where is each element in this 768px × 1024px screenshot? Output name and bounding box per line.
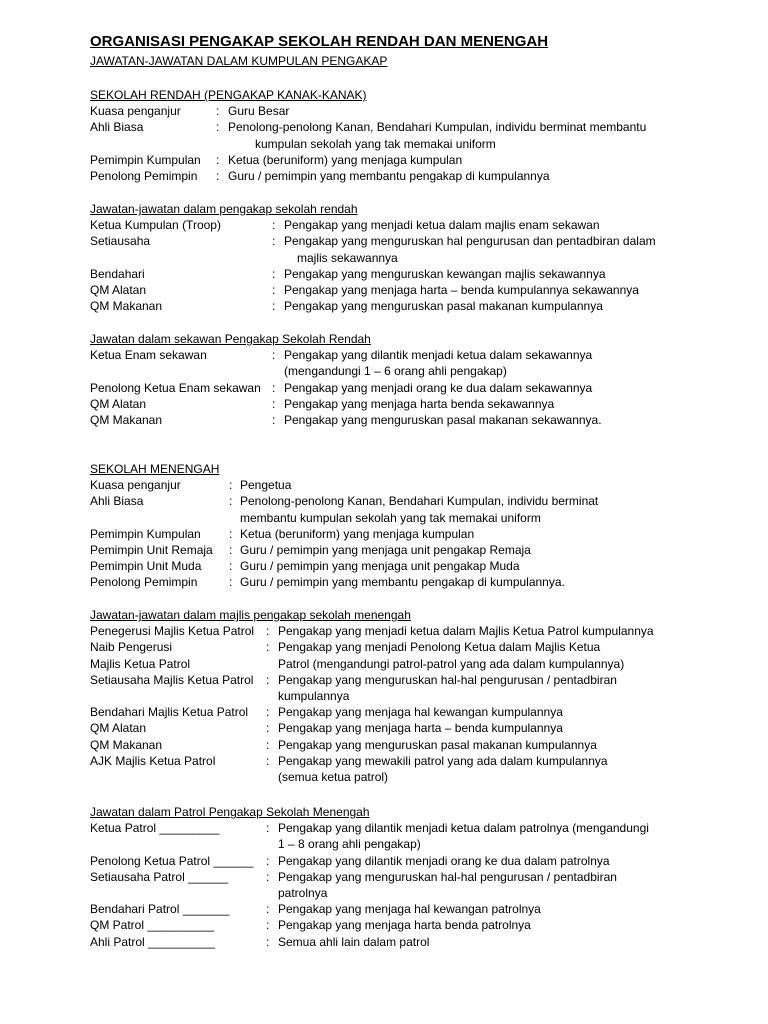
role-description: Pengakap yang menguruskan kewangan majlis sekawannya <box>284 266 606 281</box>
role-description: Guru / pemimpin yang membantu pengakap di kumpulannya. <box>240 575 565 590</box>
role-label: Ahli Biasa <box>90 494 144 509</box>
list-item <box>0 558 768 574</box>
colon-separator: : <box>272 218 276 233</box>
list-item-continuation <box>0 836 768 852</box>
role-description-continued: 1 – 8 orang ahli pengakap) <box>278 837 421 852</box>
colon-separator: : <box>266 624 270 639</box>
role-description-continued: patrolnya <box>278 886 328 900</box>
role-description: Pengakap yang menjaga harta – benda kumpulannya sekawannya <box>284 283 639 297</box>
list-item <box>0 542 768 558</box>
list-item-continuation <box>0 250 768 266</box>
role-label: Naib Pengerusi <box>90 640 173 655</box>
role-label: Penolong Pemimpin <box>90 169 198 183</box>
role-description: Ketua (beruniform) yang menjaga kumpulan <box>240 526 475 541</box>
role-description: Pengakap yang menjaga hal kewangan kumpulannya <box>278 705 563 720</box>
list-item <box>0 623 768 639</box>
list-item <box>0 869 768 885</box>
role-label: Bendahari <box>90 266 145 281</box>
section-heading: SEKOLAH MENENGAH <box>90 462 220 476</box>
list-item <box>0 347 768 363</box>
list-item-continuation <box>0 688 768 704</box>
role-label: Penegerusi Majlis Ketua Patrol <box>90 624 255 639</box>
role-description: Pengakap yang menguruskan hal-hal pengurusan / pentadbiran <box>278 869 617 884</box>
role-description: Pengakap yang menjadi ketua dalam Majlis Ketua Patrol kumpulannya <box>278 624 654 639</box>
section-heading-line <box>0 804 768 820</box>
role-description: Pengakap yang menjadi Penolong Ketua dalam Majlis Ketua <box>278 640 601 655</box>
role-label: Bendahari Majlis Ketua Patrol <box>90 705 249 720</box>
list-item <box>0 298 768 314</box>
page-subtitle: JAWATAN-JAWATAN DALAM KUMPULAN PENGAKAP <box>90 54 388 68</box>
list-item <box>0 704 768 720</box>
role-description: Pengakap yang dilantik menjadi orang ke dua dalam patrolnya <box>278 853 610 868</box>
role-label: Ketua Enam sekawan <box>90 348 207 363</box>
role-description-continued: majlis sekawannya <box>297 250 398 265</box>
list-item <box>0 853 768 869</box>
section-heading: Jawatan dalam Patrol Pengakap Sekolah Menengah <box>90 805 370 819</box>
list-item <box>0 656 768 672</box>
list-item <box>0 477 768 493</box>
role-label: QM Makanan <box>90 413 163 427</box>
role-description: Guru / pemimpin yang menjaga unit pengakap Muda <box>240 559 520 574</box>
colon-separator: : <box>272 234 276 249</box>
role-label: Pemimpin Unit Remaja <box>90 543 213 557</box>
role-label: Ketua Kumpulan (Troop) <box>90 218 221 233</box>
list-item <box>0 103 768 119</box>
role-label: Penolong Ketua Patrol ______ <box>90 853 254 868</box>
section-heading-line <box>0 201 768 217</box>
role-label: Setiausaha <box>90 234 151 249</box>
colon-separator: : <box>216 169 220 183</box>
role-description: Guru / pemimpin yang membantu pengakap di kumpulannya <box>228 169 550 183</box>
role-label: Penolong Ketua Enam sekawan <box>90 380 261 395</box>
colon-separator: : <box>229 543 233 557</box>
list-item <box>0 526 768 542</box>
role-label: QM Makanan <box>90 299 163 314</box>
list-item <box>0 753 768 769</box>
role-description: Pengakap yang menguruskan hal pengurusan dan pentadbiran dalam <box>284 234 656 249</box>
list-item-continuation <box>0 363 768 379</box>
colon-separator: : <box>216 120 220 135</box>
role-description: Pengakap yang menjadi ketua dalam majlis enam sekawan <box>284 218 600 233</box>
colon-separator: : <box>266 721 270 736</box>
colon-separator: : <box>272 380 276 395</box>
role-description: Pengakap yang menguruskan hal-hal pengurusan / pentadbiran <box>278 672 617 687</box>
list-item <box>0 901 768 917</box>
role-description: Pengetua <box>240 478 292 493</box>
role-description: Pengakap yang menjaga hal kewangan patrolnya <box>278 902 541 917</box>
section-heading: Jawatan dalam sekawan Pengakap Sekolah Rendah <box>90 332 371 346</box>
role-description: Guru Besar <box>228 104 290 119</box>
section-heading-line <box>0 607 768 623</box>
colon-separator: : <box>272 396 276 411</box>
list-item <box>0 396 768 412</box>
list-item <box>0 168 768 184</box>
section-heading: Jawatan-jawatan dalam majlis pengakap sekolah menengah <box>90 608 411 622</box>
role-description-continued: kumpulannya <box>278 689 350 703</box>
colon-separator: : <box>266 672 270 687</box>
role-label: Bendahari Patrol _______ <box>90 902 230 917</box>
list-item <box>0 266 768 282</box>
role-description: Pengakap yang mewakili patrol yang ada dalam kumpulannya <box>278 753 608 768</box>
role-description: Patrol (mengandungi patrol-patrol yang ada dalam kumpulannya) <box>278 656 625 671</box>
role-label: Majlis Ketua Patrol <box>90 656 191 671</box>
role-description: Penolong-penolong Kanan, Bendahari Kumpulan, individu berminat <box>240 494 599 509</box>
page-title: ORGANISASI PENGAKAP SEKOLAH RENDAH DAN MENENGAH <box>90 33 549 50</box>
list-item <box>0 282 768 298</box>
list-item <box>0 720 768 736</box>
colon-separator: : <box>266 869 270 884</box>
list-item <box>0 639 768 655</box>
colon-separator: : <box>266 640 270 655</box>
role-label: QM Alatan <box>90 283 147 297</box>
colon-separator: : <box>229 575 233 590</box>
role-label: QM Makanan <box>90 737 163 752</box>
role-description: Pengakap yang dilantik menjadi ketua dalam patrolnya (mengandungi <box>278 821 649 836</box>
list-item <box>0 217 768 233</box>
role-description: Pengakap yang menjadi orang ke dua dalam sekawannya <box>284 380 593 395</box>
colon-separator: : <box>266 705 270 720</box>
role-description-continued: (mengandungi 1 – 6 orang ahli pengakap) <box>284 364 507 379</box>
role-label: QM Patrol __________ <box>90 918 215 933</box>
role-description: Pengakap yang menguruskan pasal makanan sekawannya. <box>284 413 602 427</box>
section-heading-line <box>0 331 768 347</box>
role-label: Penolong Pemimpin <box>90 575 198 590</box>
list-item <box>0 380 768 396</box>
list-item-continuation <box>0 769 768 785</box>
role-label: Ahli Patrol __________ <box>90 934 215 949</box>
colon-separator: : <box>266 821 270 836</box>
list-item <box>0 119 768 135</box>
list-item <box>0 820 768 836</box>
colon-separator: : <box>266 737 270 752</box>
role-label: AJK Majlis Ketua Patrol <box>90 753 216 768</box>
role-description-continued: kumpulan sekolah yang tak memakai uniform <box>255 136 496 151</box>
colon-separator: : <box>266 918 270 933</box>
role-label: QM Alatan <box>90 396 147 411</box>
list-item-continuation <box>0 885 768 901</box>
section-heading: SEKOLAH RENDAH (PENGAKAP KANAK-KANAK) <box>90 88 367 102</box>
role-description: Pengakap yang menguruskan pasal makanan kumpulannya <box>284 299 603 314</box>
role-label: Pemimpin Kumpulan <box>90 526 201 541</box>
colon-separator: : <box>266 753 270 768</box>
role-description: Penolong-penolong Kanan, Bendahari Kumpulan, individu berminat membantu <box>228 120 647 135</box>
colon-separator: : <box>266 853 270 868</box>
section-heading-line <box>0 87 768 103</box>
list-item <box>0 152 768 168</box>
role-label: Kuasa penganjur <box>90 104 181 119</box>
colon-separator: : <box>266 934 270 949</box>
colon-separator: : <box>272 299 276 314</box>
colon-separator: : <box>229 526 233 541</box>
role-label: Setiausaha Patrol ______ <box>90 869 229 884</box>
role-description: Pengakap yang menjaga harta benda patrolnya <box>278 918 531 933</box>
list-item <box>0 493 768 509</box>
title-line <box>0 34 768 50</box>
colon-separator: : <box>266 902 270 917</box>
role-label: Ketua Patrol _________ <box>90 821 220 836</box>
role-label: Pemimpin Kumpulan <box>90 152 201 167</box>
role-label: Setiausaha Majlis Ketua Patrol <box>90 672 254 687</box>
role-description: Ketua (beruniform) yang menjaga kumpulan <box>228 152 463 167</box>
list-item <box>0 574 768 590</box>
list-item <box>0 233 768 249</box>
colon-separator: : <box>216 152 220 167</box>
colon-separator: : <box>272 348 276 363</box>
subtitle-line <box>0 53 768 69</box>
list-item <box>0 917 768 933</box>
role-description: Pengakap yang menjaga harta – benda kumpulannya <box>278 721 563 736</box>
colon-separator: : <box>229 494 233 509</box>
role-label: Pemimpin Unit Muda <box>90 559 202 574</box>
colon-separator: : <box>272 413 276 427</box>
list-item-continuation <box>0 136 768 152</box>
role-description: Pengakap yang menguruskan pasal makanan kumpulannya <box>278 737 597 752</box>
role-label: QM Alatan <box>90 721 147 736</box>
section-heading: Jawatan-jawatan dalam pengakap sekolah rendah <box>90 202 358 216</box>
role-description: Guru / pemimpin yang menjaga unit pengakap Remaja <box>240 543 531 557</box>
role-label: Kuasa penganjur <box>90 478 181 493</box>
role-description: Semua ahli lain dalam patrol <box>278 934 430 949</box>
role-description: Pengakap yang menjaga harta benda sekawannya <box>284 396 555 411</box>
list-item <box>0 672 768 688</box>
role-description-continued: (semua ketua patrol) <box>278 770 389 784</box>
colon-separator: : <box>229 478 233 493</box>
list-item <box>0 412 768 428</box>
list-item <box>0 737 768 753</box>
role-description: Pengakap yang dilantik menjadi ketua dalam sekawannya <box>284 348 593 363</box>
role-label: Ahli Biasa <box>90 120 144 135</box>
role-description-continued: membantu kumpulan sekolah yang tak memakai uniform <box>240 510 541 525</box>
section-heading-line <box>0 461 768 477</box>
list-item <box>0 934 768 950</box>
list-item-continuation <box>0 510 768 526</box>
colon-separator: : <box>272 283 276 297</box>
colon-separator: : <box>272 266 276 281</box>
colon-separator: : <box>229 559 233 574</box>
colon-separator: : <box>216 104 220 119</box>
